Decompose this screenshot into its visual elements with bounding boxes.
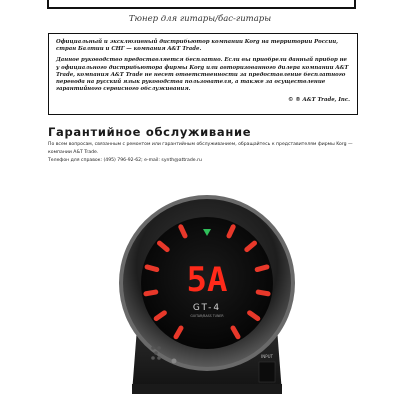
warranty-contact: Телефон для справок: (495) 796-92-62; e-mail: synth@attrade.ru (48, 158, 202, 163)
page-caption: Тюнер для гитары/бас-гитары (128, 14, 272, 24)
power-button[interactable] (172, 359, 177, 364)
top-frame (47, 0, 356, 9)
notice-signature: © ® A&T Trade, Inc. (288, 97, 350, 104)
led-segment (146, 292, 156, 294)
input-jack-label: INPUT (261, 354, 273, 359)
tuner-device-photo (117, 188, 297, 400)
tuner-foot (132, 384, 282, 394)
led-segment (258, 292, 268, 294)
tuner-model-sublabel: GUITAR/BASS TUNER (190, 314, 224, 318)
warranty-title: Гарантийное обслуживание (48, 125, 252, 139)
led-segment (147, 267, 157, 270)
warranty-line: По всем вопросам, связанным с ремонтом или гарантийным обслуживанием, обращайтесь к представителям фирмы Korg — компании A&T Trade. (48, 142, 353, 155)
warranty-text (48, 141, 360, 165)
notice-paragraph: Официальный и эксклюзивный дистрибьютор компании Korg на территории России, стран Балтии и СНГ — компания A&T Trade. (56, 39, 339, 53)
tuner-model-label: GT-4 (192, 303, 222, 313)
distributor-notice (48, 33, 358, 115)
input-jack[interactable] (259, 362, 275, 382)
notice-paragraph: Данное руководство предоставляется бесплатно. Если вы приобрели данный прибор не у официального дистрибьютора фирмы Korg или авторизованного дилера компании A&T Trade, компания A&T Trade не несет ответственности за предоставление бесплатного перевода на русский язык руководства пользователя, а также за осуществление гарантийного сервисного обслуживания. (56, 57, 349, 93)
tuner-display-readout: 5A (186, 260, 228, 300)
led-segment (257, 267, 267, 270)
